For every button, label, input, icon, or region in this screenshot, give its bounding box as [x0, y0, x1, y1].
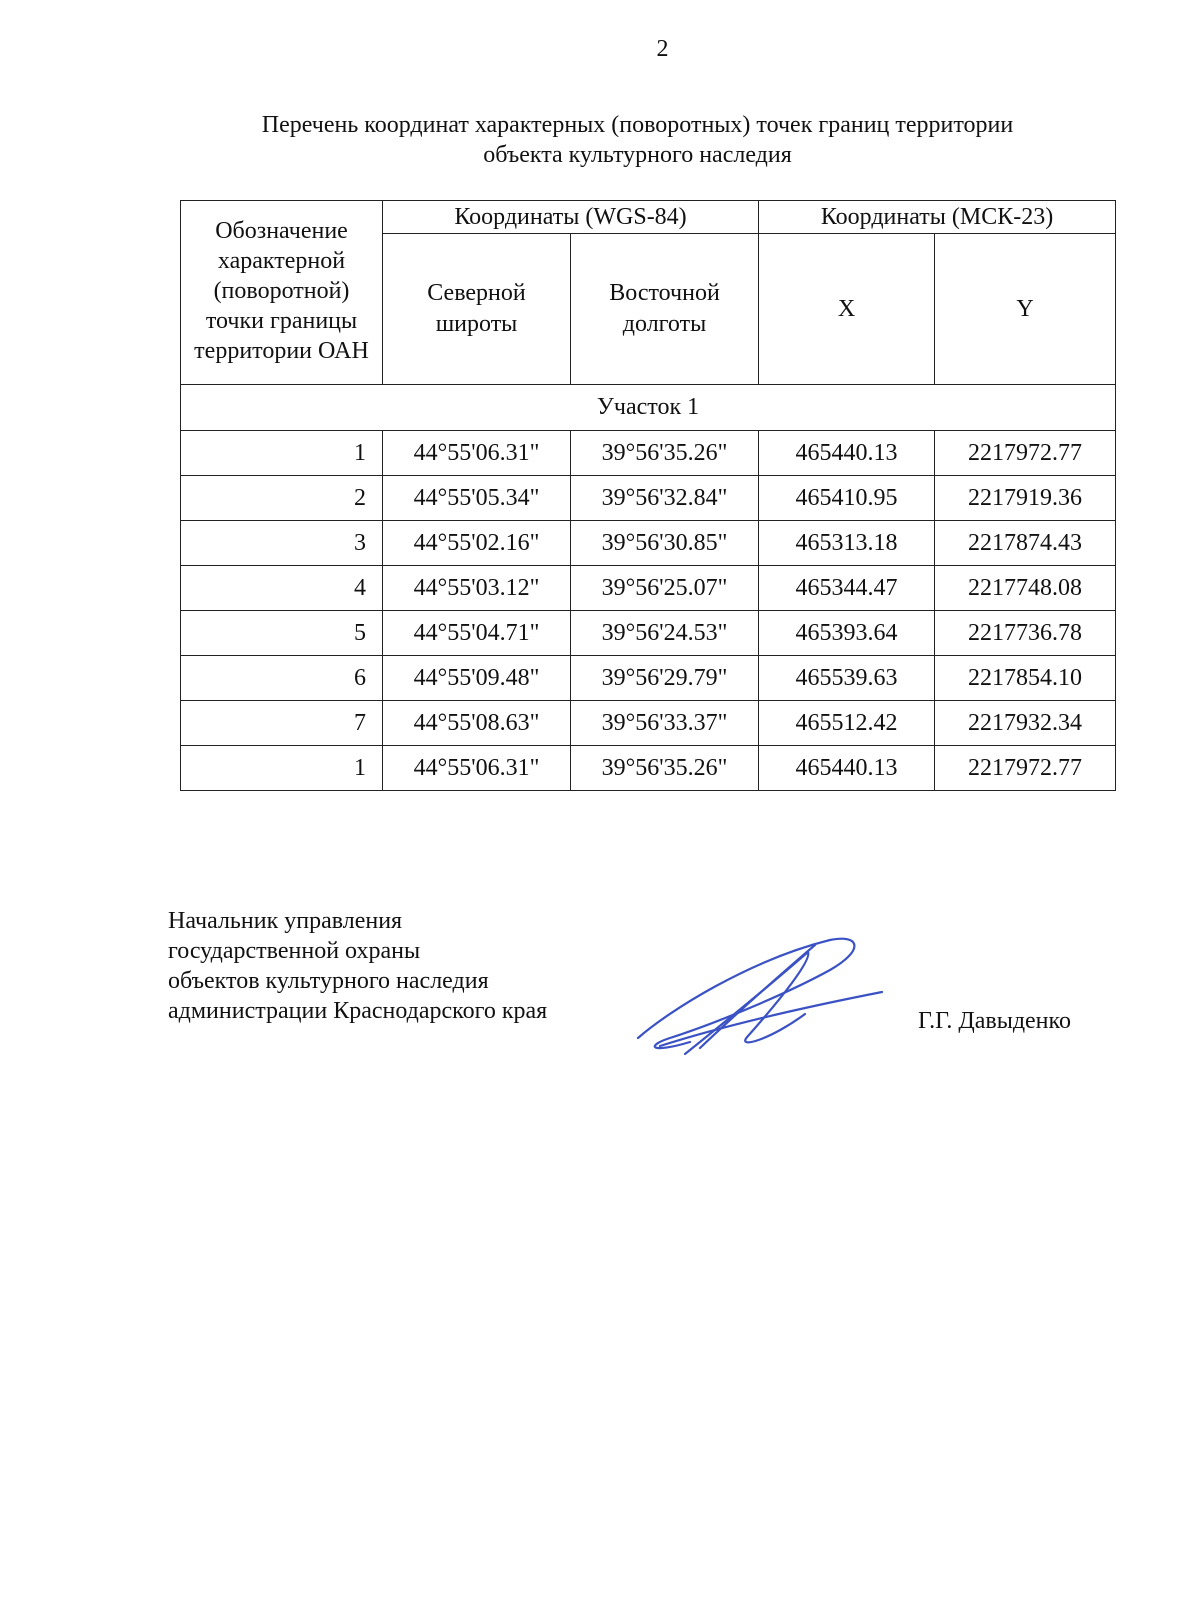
x-cell: 465344.47 [759, 566, 935, 611]
point-number-cell: 7 [181, 701, 383, 746]
point-number-cell: 4 [181, 566, 383, 611]
latitude-cell: 44°55'05.34" [383, 476, 571, 521]
header-msk23-group: Координаты (МСК-23) [759, 201, 1116, 234]
coordinates-table [180, 200, 1116, 791]
y-cell: 2217748.08 [935, 566, 1116, 611]
latitude-cell: 44°55'04.71" [383, 611, 571, 656]
longitude-cell: 39°56'35.26" [571, 746, 759, 791]
longitude-cell: 39°56'29.79" [571, 656, 759, 701]
y-cell: 2217854.10 [935, 656, 1116, 701]
document-title [150, 110, 1125, 170]
x-cell: 465313.18 [759, 521, 935, 566]
longitude-cell: 39°56'24.53" [571, 611, 759, 656]
table-row [181, 656, 1116, 701]
latitude-cell: 44°55'09.48" [383, 656, 571, 701]
y-cell: 2217919.36 [935, 476, 1116, 521]
y-cell: 2217972.77 [935, 431, 1116, 476]
table-row [181, 431, 1116, 476]
document-title-line-1: Перечень координат характерных (поворотных) точек границ территории [261, 112, 1014, 138]
header-y: Y [935, 234, 1116, 385]
y-cell: 2217972.77 [935, 746, 1116, 791]
signatory-position-line-1: Начальник управления [168, 908, 403, 934]
point-number-cell: 1 [181, 431, 383, 476]
x-cell: 465539.63 [759, 656, 935, 701]
x-cell: 465440.13 [759, 746, 935, 791]
point-number-cell: 2 [181, 476, 383, 521]
point-number-cell: 5 [181, 611, 383, 656]
table-row [181, 521, 1116, 566]
y-cell: 2217736.78 [935, 611, 1116, 656]
longitude-cell: 39°56'33.37" [571, 701, 759, 746]
point-number-cell: 3 [181, 521, 383, 566]
table-row [181, 701, 1116, 746]
y-cell: 2217932.34 [935, 701, 1116, 746]
latitude-cell: 44°55'02.16" [383, 521, 571, 566]
table-row [181, 746, 1116, 791]
longitude-cell: 39°56'35.26" [571, 431, 759, 476]
x-cell: 465512.42 [759, 701, 935, 746]
header-north-latitude: Северной широты [383, 234, 571, 385]
header-east-longitude: Восточной долготы [571, 234, 759, 385]
table-row [181, 611, 1116, 656]
table-row [181, 476, 1116, 521]
signatory-position-line-2: государственной охраны [168, 938, 421, 964]
signatory-position-line-3: объектов культурного наследия [168, 968, 489, 994]
header-wgs84-group: Координаты (WGS-84) [383, 201, 759, 234]
header-point-designation: Обозначение характерной (поворотной) точки границы территории ОАН [181, 201, 383, 385]
page-number: 2 [656, 36, 669, 62]
latitude-cell: 44°55'03.12" [383, 566, 571, 611]
signatory-position-line-4: администрации Краснодарского края [168, 998, 548, 1024]
document-title-line-2: объекта культурного наследия [483, 142, 792, 168]
x-cell: 465440.13 [759, 431, 935, 476]
signer-name: Г.Г. Давыденко [918, 1008, 1071, 1034]
longitude-cell: 39°56'25.07" [571, 566, 759, 611]
signatory-position [168, 906, 547, 1026]
point-number-cell: 6 [181, 656, 383, 701]
longitude-cell: 39°56'30.85" [571, 521, 759, 566]
header-x: X [759, 234, 935, 385]
point-number-cell: 1 [181, 746, 383, 791]
y-cell: 2217874.43 [935, 521, 1116, 566]
table-row [181, 566, 1116, 611]
x-cell: 465410.95 [759, 476, 935, 521]
x-cell: 465393.64 [759, 611, 935, 656]
section-label: Участок 1 [181, 385, 1116, 431]
latitude-cell: 44°55'06.31" [383, 431, 571, 476]
longitude-cell: 39°56'32.84" [571, 476, 759, 521]
latitude-cell: 44°55'06.31" [383, 746, 571, 791]
handwritten-signature [630, 930, 890, 1070]
latitude-cell: 44°55'08.63" [383, 701, 571, 746]
